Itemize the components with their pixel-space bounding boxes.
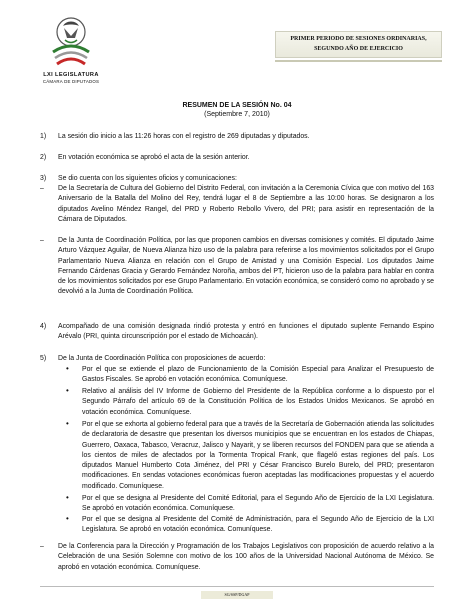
item-6-dash: – <box>40 543 44 550</box>
bullet-dot-2: • <box>66 386 69 395</box>
item-1-text: La sesión dio inicio a las 11:26 horas con el registro de 269 diputadas y diputados. <box>58 133 310 140</box>
item-number-5: 5) <box>40 355 47 362</box>
item-number-2: 2) <box>40 154 47 161</box>
item-2-text: En votación económica se aprobó el acta de la sesión anterior. <box>58 154 250 161</box>
item-6-text: De la Conferencia para la Dirección y Programación de los Trabajos Legislativos con proposición de acuerdo relativo a la Celebración de una Sesión Solemne con motivo de los 100 años de la Universidad Nacional Autónoma de México. Se aprobó en votación económica. Comuníquese. <box>58 543 434 571</box>
eagle-emblem-icon <box>49 14 93 70</box>
item-number-1: 1) <box>40 133 47 140</box>
bullet-dot-4: • <box>66 493 69 502</box>
bullet-dot-3: • <box>66 419 69 428</box>
item-3a-dash: – <box>40 185 44 192</box>
document-date: (Septiembre 7, 2010) <box>204 111 270 118</box>
bullet-4-text: Por el que se designa al Presidente del Comité Editorial, para el Segundo Año de Ejercicio de la LXI Legislatura. Se aprobó en votación económica. Comuníquese. <box>82 495 434 513</box>
bullet-dot-1: • <box>66 364 69 373</box>
period-line-1: PRIMER PERIODO DE SESIONES ORDINARIAS, <box>290 36 427 42</box>
logo-chamber-text: CÁMARA DE DIPUTADOS <box>42 79 100 84</box>
item-3-text: Se dio cuenta con los siguientes oficios y comunicaciones: <box>58 175 237 182</box>
session-period-box <box>275 31 442 58</box>
item-4-text: Acompañado de una comisión designada rindió protesta y entró en funciones el diputado suplente Fernando Espino Arévalo (PRI, quinta circunscripción por el estado de Michoacán). <box>58 323 434 341</box>
item-number-3: 3) <box>40 175 47 182</box>
item-3b-dash: – <box>40 237 44 244</box>
logo-legislature-text: LXI LEGISLATURA <box>43 72 99 78</box>
period-line-2: SEGUNDO AÑO DE EJERCICIO <box>314 45 403 52</box>
item-3b-text: De la Junta de Coordinación Política, por las que proponen cambios en diversas comisiones y comités. El diputado Jaime Arturo Vázquez Aguilar, de Nueva Alianza hizo uso de la palabra para referirse a los movimientos solicitados por el Grupo Parlamentario Nueva Alianza en relación con el Grupo de Amistad y una Comisión Especial. Los diputados Jaime Fernando Cárdenas Gracia y Gerardo Fernández Noroña, ambos del PT, hicieron uso de la palabra para hablar en contra de los movimientos solicitados por ese Grupo Parlamentario. En votación económica, se consideró como no aprobado y se devolvió a la Junta de Coordinación Política. <box>58 237 434 296</box>
item-number-4: 4) <box>40 323 47 330</box>
document-title: RESUMEN DE LA SESIÓN No. 04 <box>182 102 292 109</box>
bullet-2-text: Relativo al análisis del IV Informe de Gobierno del Presidente de la República conforme a lo dispuesto por el Segundo Párrafo del artículo 69 de la Constitución Política de los Estados Unidos Mexicanos. Se aprobó en votación económica. Comuníquese. <box>82 388 434 416</box>
chamber-logo <box>28 14 114 90</box>
item-5-text: De la Junta de Coordinación Política con proposiciones de acuerdo: <box>58 355 266 362</box>
item-3a-text: De la Secretaría de Cultura del Gobierno del Distrito Federal, con invitación a la Ceremonia Cívica que con motivo del 163 Aniversario de la Batalla del Molino del Rey, tendrá lugar el 8 de Septiembre a las 10:00 horas. Se designaron a los diputados Avelino Méndez Rangel, del PRD y Roberto Rebollo Vivero, del PRI; para asistir en representación de la Cámara de Diputados. <box>58 185 434 223</box>
footer-divider <box>40 586 434 587</box>
bullet-1-text: Por el que se extiende el plazo de Funcionamiento de la Comisión Especial para Analizar el Presupuesto de Gastos Fiscales. Se aprobó en votación económica. Comuníquese. <box>82 366 434 384</box>
bullet-3-text: Por el que se exhorta al gobierno federal para que a través de la Secretaría de Gobernación atienda las solicitudes de declaratoria de desastre que presentan los diversos municipios que se encuentran en los estados de Chiapas, Guerrero, Oaxaca, Tabasco, Veracruz, Jalisco y Nayarit, y se liberen recursos del FONDEN para que se atienda a los cientos de miles de afectados por la Tormenta Tropical Frank, que flageló estas regiones del país. Los diputados Manuel Humberto Cota Jiménez, del PRI y César Francisco Burelo Burelo, del PRD; presentaron modificaciones. En sendas votaciones económicas fueron aceptadas las modificaciones propuestas y el acuerdo modificado. Comuníquese. <box>82 421 434 490</box>
bullet-dot-5: • <box>66 514 69 523</box>
header-divider <box>275 60 442 62</box>
footer-code: SG/SSP/DGAP <box>201 591 273 599</box>
bullet-5-text: Por el que se designa al Presidente del Comité de Administración, para el Segundo Año de Ejercicio de la LXI Legislatura. Se aprobó en votación económica. Comuníquese. <box>82 516 434 534</box>
